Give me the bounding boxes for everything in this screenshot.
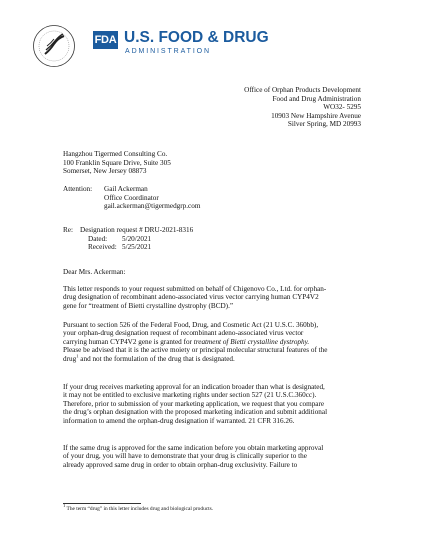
paragraph-line: of your drug, you will have to demonstrate that your drug is clinically superior to the	[63, 452, 307, 461]
addressee-line: Somerset, New Jersey 08873	[63, 167, 147, 176]
footnote-ref: 1	[76, 353, 79, 359]
received-label: Received:	[88, 243, 117, 252]
designation-request: Designation request # DRU-2021-8316	[80, 226, 194, 234]
office-line: Food and Drug Administration	[272, 94, 361, 103]
attention-name: Gail Ackerman	[104, 185, 148, 193]
paragraph-4	[63, 444, 363, 469]
paragraph-line: drug designation of recombinant adeno-associated virus vector carrying human CYP4V2	[63, 293, 319, 302]
paragraph-line: This letter responds to your request submitted on behalf of Chigenovo Co., Ltd. for orphan-	[63, 285, 327, 293]
paragraph-line: If the same drug is approved for the same indication before you obtain marketing approval	[63, 444, 324, 452]
office-line: 10903 New Hampshire Avenue	[271, 111, 361, 120]
paragraph-line: Pursuant to section 526 of the Federal Food, Drug, and Cosmetic Act (21 U.S.C. 360bb),	[63, 321, 319, 329]
footnote	[63, 503, 214, 513]
office-line: Silver Spring, MD 20993	[287, 120, 361, 129]
paragraph-text: drug	[63, 354, 77, 363]
paragraph-line: already approved same drug in order to obtain orphan-drug exclusivity. Failure to	[63, 460, 298, 469]
attention-email[interactable]: gail.ackerman@tigermedgrp.com	[104, 202, 201, 211]
addressee-line: Hangzhou Tigermed Consulting Co.	[63, 150, 168, 158]
paragraph-line: Please be advised that it is the active moiety or principal molecular structural features of the	[63, 346, 328, 355]
salutation: Dear Mrs. Ackerman:	[63, 268, 126, 276]
paragraph-line: If your drug receives marketing approval for an indication broader than what is designated,	[63, 383, 325, 391]
footnote-text: The term “drug” in this letter includes drug and biological products.	[65, 506, 214, 512]
paragraph-line: information to amend the orphan-drug designation if warranted. 21 CFR 316.26.	[63, 416, 295, 425]
paragraph-1	[63, 285, 363, 310]
agency-subtitle: ADMINISTRATION	[125, 48, 211, 55]
dated-label: Dated:	[88, 234, 108, 243]
attention-label: Attention:	[63, 185, 93, 193]
footnote-number: 1	[63, 503, 66, 509]
fda-logo-badge: FDA	[93, 31, 118, 49]
paragraph-2	[63, 321, 363, 363]
dated-value: 5/20/2021	[122, 234, 152, 243]
addressee-line: 100 Franklin Square Drive, Suite 305	[63, 158, 171, 167]
paragraph-text: and not the formulation of the drug that is designated.	[78, 354, 235, 363]
paragraph-line: gene for “treatment of Bietti crystalline dystrophy (BCD).”	[63, 301, 234, 310]
paragraph-line	[63, 338, 363, 346]
paragraph-line: Therefore, prior to submission of your marketing application, we request that you compare	[63, 399, 325, 408]
paragraph-line: it may not be entitled to exclusive marketing rights under section 527 (21 U.S.C.360cc).	[63, 391, 317, 400]
received-value: 5/25/2021	[122, 243, 152, 252]
hhs-seal-icon	[32, 24, 76, 68]
paragraph-line: the drug’s orphan designation with the proposed marketing indication and submit additional	[63, 408, 328, 417]
paragraph-line	[63, 355, 363, 363]
office-line: Office of Orphan Products Development	[244, 86, 361, 94]
footnote-divider	[63, 503, 141, 504]
attention-title: Office Coordinator	[104, 193, 159, 202]
paragraph-line: your orphan-drug designation request of recombinant adeno-associated virus vector	[63, 329, 304, 338]
dated-row	[88, 235, 151, 244]
addressee-block	[63, 150, 171, 176]
received-row	[88, 243, 151, 252]
office-line: WO32- 5295	[323, 103, 361, 112]
indication-text: treatment of Bietti crystalline dystrophy.	[193, 337, 310, 346]
paragraph-text: carrying human CYP4V2 gene is granted for	[63, 337, 194, 346]
office-address	[244, 86, 361, 129]
paragraph-3	[63, 383, 363, 425]
agency-name: U.S. FOOD & DRUG	[124, 29, 269, 46]
re-label: Re:	[63, 226, 73, 234]
